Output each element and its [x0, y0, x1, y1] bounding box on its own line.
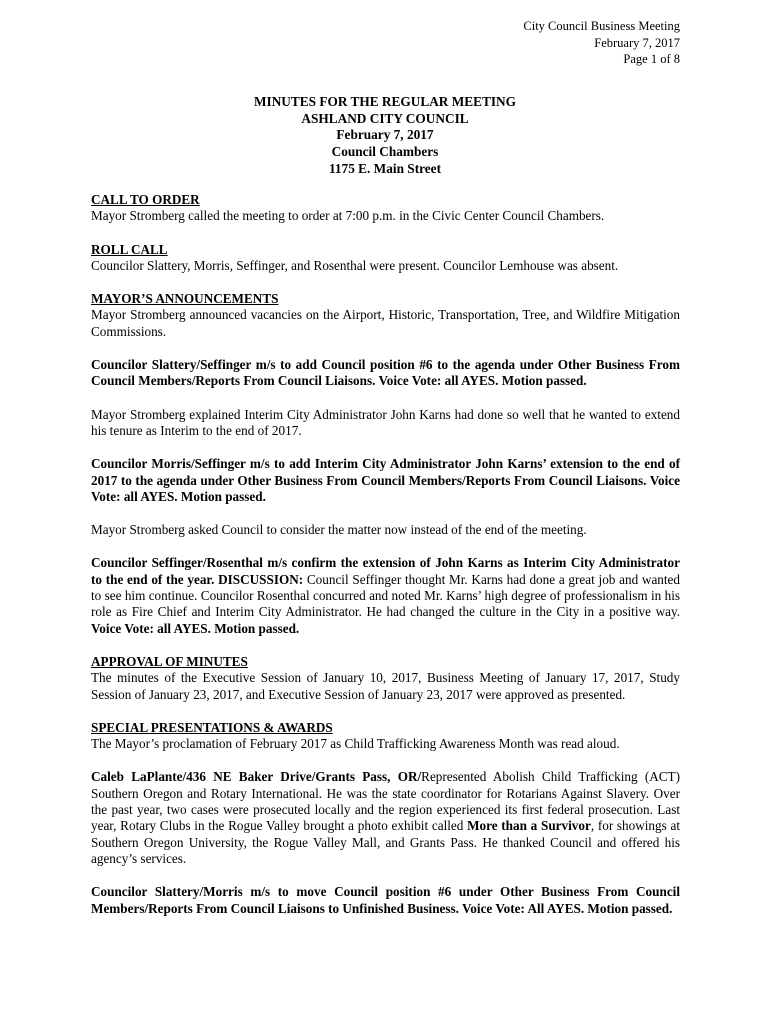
motion-vote: Voice Vote: all AYES. Motion passed.	[91, 620, 300, 636]
document-body	[91, 192, 680, 934]
document-title	[0, 94, 770, 178]
section-heading: MAYOR’S ANNOUNCEMENTS	[91, 291, 279, 307]
section-heading: APPROVAL OF MINUTES	[91, 653, 248, 669]
header-page-number: Page 1 of 8	[623, 52, 680, 66]
motion-lead: Councilor Seffinger/Rosenthal m/s confirm the extension of John Karns as Interim City Administrator to the end of the year. DISCUSSION:	[91, 555, 680, 587]
speaker-name: Caleb LaPlante/436 NE Baker Drive/Grants Pass, OR/	[91, 769, 422, 785]
section-text: The minutes of the Executive Session of January 10, 2017, Business Meeting of January 17, 2017, Study Session of January 23, 2017, and Executive Session of January 23, 2017 were approved as presented.	[91, 670, 680, 702]
motion-paragraph: Councilor Slattery/Seffinger m/s to add Council position #6 to the agenda under Other Business From Council Members/Reports From Council Liaisons. Voice Vote: all AYES. Motion passed.	[91, 357, 680, 389]
section-roll-call	[91, 242, 680, 275]
header-meeting-name: City Council Business Meeting	[523, 19, 680, 33]
section-text: Mayor Stromberg announced vacancies on the Airport, Historic, Transportation, Tree, and Wildfire Mitigation Commissions.	[91, 307, 680, 339]
section-text: Councilor Slattery, Morris, Seffinger, and Rosenthal were present. Councilor Lemhouse was absent.	[91, 257, 619, 273]
section-call-to-order	[91, 192, 680, 225]
header-date: February 7, 2017	[594, 35, 680, 50]
exhibit-title: More than a Survivor	[467, 818, 591, 834]
title-line-council: ASHLAND CITY COUNCIL	[301, 110, 469, 126]
title-line-date: February 7, 2017	[336, 127, 434, 143]
section-text: Mayor Stromberg called the meeting to order at 7:00 p.m. in the Civic Center Council Chambers.	[91, 208, 605, 224]
section-heading: ROLL CALL	[91, 241, 168, 257]
section-mayors-announcements	[91, 291, 680, 340]
body-paragraph: Mayor Stromberg explained Interim City Administrator John Karns had done so well that he wanted to extend his tenure as Interim to the end of 2017.	[91, 406, 680, 438]
speaker-paragraph	[91, 769, 680, 867]
speaker-text: Represented Abolish Child Trafficking (ACT) Southern Oregon and Rotary International. He was the state coordinator for Rotarians Against Slavery. Over the past year, two cases were prosecuted locally and the region experienced its first federal prosecution. Last year, Rotary Clubs in the Rogue Valley brought a photo exhibit called	[91, 769, 680, 834]
motion-paragraph: Councilor Slattery/Morris m/s to move Council position #6 under Other Business From Council Members/Reports From Council Liaisons to Unfinished Business. Voice Vote: All AYES. Motion passed.	[91, 884, 680, 916]
motion-discussion: Council Seffinger thought Mr. Karns had done a great job and wanted to see him continue. Councilor Rosenthal concurred and noted Mr. Karns’ high degree of professionalism in his role as Fire Chief and Interim City Administrator. He had changed the culture in the City in a positive way.	[91, 571, 681, 620]
title-line-minutes: MINUTES FOR THE REGULAR MEETING	[253, 94, 517, 109]
section-heading: CALL TO ORDER	[91, 192, 200, 207]
motion-paragraph	[91, 555, 680, 636]
section-approval-of-minutes	[91, 654, 680, 703]
body-paragraph: Mayor Stromberg asked Council to consider the matter now instead of the end of the meeting.	[91, 522, 587, 538]
title-line-location: Council Chambers	[331, 144, 439, 160]
speaker-text: , for showings at Southern Oregon University, the Rogue Valley Mall, and Grants Pass. He thanked Council and offered his agency’s services.	[91, 818, 680, 866]
page-header	[523, 18, 680, 68]
section-special-presentations	[91, 720, 680, 753]
section-text: The Mayor’s proclamation of February 2017 as Child Trafficking Awareness Month was read aloud.	[91, 736, 620, 752]
title-line-address: 1175 E. Main Street	[328, 160, 442, 176]
motion-paragraph: Councilor Morris/Seffinger m/s to add Interim City Administrator John Karns’ extension to the end of 2017 to the agenda under Other Business From Council Members/Reports From Council Liaisons. Voice Vote: all AYES. Motion passed.	[91, 456, 680, 504]
section-heading: SPECIAL PRESENTATIONS & AWARDS	[91, 719, 333, 735]
